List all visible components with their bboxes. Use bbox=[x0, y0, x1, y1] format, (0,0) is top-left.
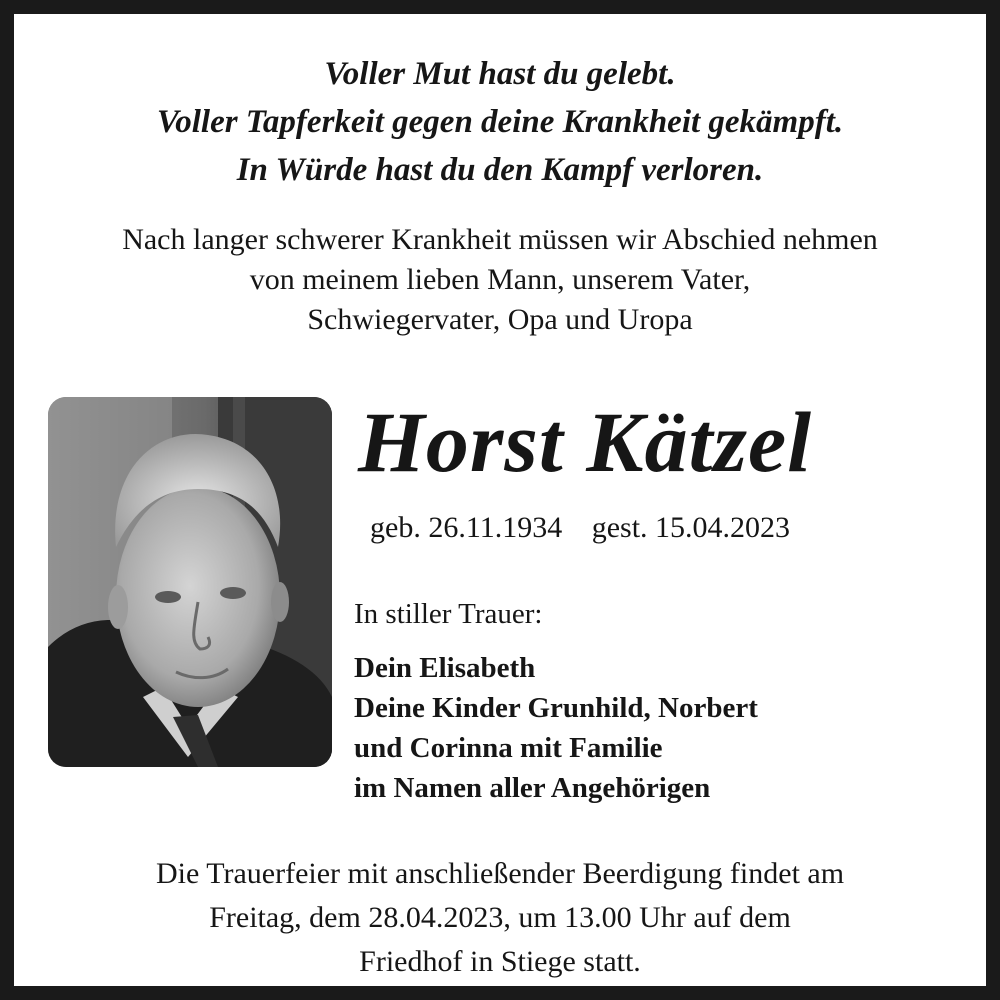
mourner-line: im Namen aller Angehörigen bbox=[354, 772, 711, 804]
mourning-heading: In stiller Trauer: bbox=[354, 598, 543, 630]
intro-line: Nach langer schwerer Krankheit müssen wir Abschied nehmen bbox=[122, 223, 878, 256]
intro-line: von meinem lieben Mann, unserem Vater, bbox=[249, 263, 751, 296]
motto-verse bbox=[14, 50, 986, 194]
intro-line: Schwiegervater, Opa und Uropa bbox=[307, 303, 693, 336]
mourners-list bbox=[354, 648, 758, 808]
mourner-line: und Corinna mit Familie bbox=[354, 732, 663, 764]
motto-line: In Würde hast du den Kampf verloren. bbox=[236, 152, 764, 188]
life-dates bbox=[370, 508, 790, 548]
funeral-line: Freitag, dem 28.04.2023, um 13.00 Uhr auf dem bbox=[209, 901, 791, 934]
motto-line: Voller Tapferkeit gegen deine Krankheit gekämpft. bbox=[156, 104, 844, 140]
deceased-name: Horst Kätzel bbox=[358, 394, 813, 490]
funeral-details bbox=[14, 852, 986, 984]
portrait-photo bbox=[48, 397, 332, 767]
mourner-line: Dein Elisabeth bbox=[354, 652, 536, 684]
motto-line: Voller Mut hast du gelebt. bbox=[324, 56, 676, 92]
intro-text bbox=[14, 220, 986, 340]
birth-date: geb. 26.11.1934 bbox=[370, 511, 563, 544]
funeral-line: Friedhof in Stiege statt. bbox=[359, 945, 641, 978]
death-date: gest. 15.04.2023 bbox=[591, 511, 791, 544]
mourner-line: Deine Kinder Grunhild, Norbert bbox=[354, 692, 758, 724]
funeral-line: Die Trauerfeier mit anschließender Beerdigung findet am bbox=[155, 857, 845, 890]
